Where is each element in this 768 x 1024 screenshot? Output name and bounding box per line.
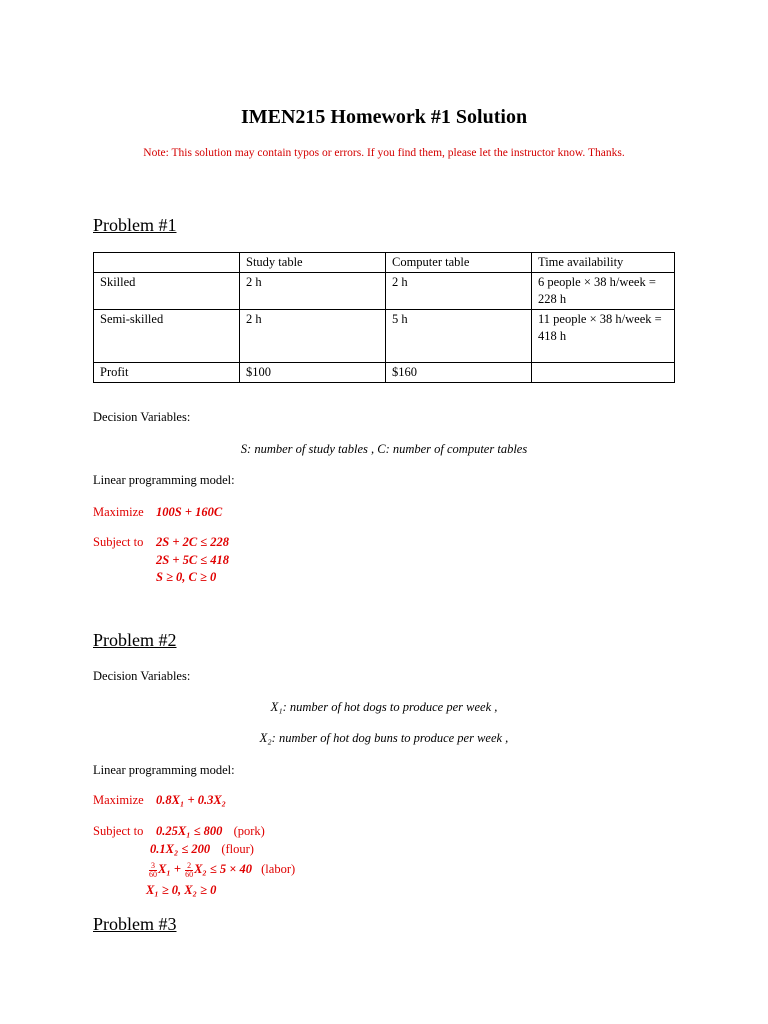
fraction-denominator: 60 [149, 869, 157, 879]
problem2-var1: X₁: number of hot dogs to produce per week , [270, 700, 498, 714]
table-header-cell [94, 253, 240, 273]
table-cell [532, 363, 675, 383]
constraint-note: (pork) [233, 824, 265, 838]
problem2-constraint-labor [148, 858, 295, 880]
table-cell: 5 h [386, 310, 532, 363]
problem1-table [93, 252, 675, 383]
constraint-expression: X₂ ≤ 5 × 40 [194, 862, 253, 876]
fraction-denominator: 60 [185, 869, 194, 879]
problem1-constraint: S ≥ 0, C ≥ 0 [156, 570, 217, 584]
problem2-constraint-nonneg: X₁ ≥ 0, X₂ ≥ 0 [146, 883, 217, 897]
problem1-lp-label: Linear programming model: [93, 473, 235, 487]
problem1-decision-vars: S: number of study tables , C: number of computer tables [240, 442, 528, 456]
table-header-cell: Computer table [386, 253, 532, 273]
problem2-constraint-flour [150, 842, 254, 857]
table-cell: 2 h [386, 273, 532, 310]
problem2-objective: 0.8X₁ + 0.3X₂ [156, 793, 227, 807]
problem2-constraint-pork [156, 824, 265, 839]
problem1-objective: 100S + 160C [156, 505, 223, 519]
table-cell: 2 h [240, 273, 386, 310]
table-cell: Profit [94, 363, 240, 383]
problem1-maximize-label: Maximize [93, 505, 144, 519]
problem1-heading: Problem #1 [93, 215, 177, 235]
table-row [94, 273, 675, 310]
table-cell: $100 [240, 363, 386, 383]
fraction-numerator: 2 [187, 860, 192, 870]
constraint-expression: 0.25X₁ ≤ 800 [156, 824, 223, 838]
table-header-cell: Time availability [532, 253, 675, 273]
page-title: IMEN215 Homework #1 Solution [240, 106, 528, 128]
table-header-row [94, 253, 675, 273]
table-cell: $160 [386, 363, 532, 383]
problem1-constraint: 2S + 2C ≤ 228 [156, 535, 230, 549]
problem2-subject-label: Subject to [93, 824, 144, 838]
fraction-numerator: 3 [151, 860, 155, 870]
constraint-note: (labor) [261, 862, 296, 876]
table-row [94, 310, 675, 363]
problem3-heading: Problem #3 [93, 914, 177, 934]
constraint-note: (flour) [221, 842, 254, 856]
constraint-expression: X₁ + [158, 862, 181, 876]
problem2-maximize-label: Maximize [93, 793, 144, 807]
problem1-subject-label: Subject to [93, 535, 144, 549]
instructor-note: Note: This solution may contain typos or errors. If you find them, please let the instructor know. Thanks. [143, 147, 625, 159]
constraint-expression: 0.1X₂ ≤ 200 [150, 842, 211, 856]
table-cell: Semi-skilled [94, 310, 240, 363]
table-row [94, 363, 675, 383]
table-cell: Skilled [94, 273, 240, 310]
table-header-cell: Study table [240, 253, 386, 273]
fraction [149, 862, 157, 879]
problem2-heading: Problem #2 [93, 630, 177, 650]
table-cell: 2 h [240, 310, 386, 363]
problem2-var2: X₂: number of hot dog buns to produce per week , [259, 731, 509, 745]
problem1-decision-label: Decision Variables: [93, 410, 191, 424]
problem2-decision-label: Decision Variables: [93, 669, 191, 683]
table-cell: 6 people × 38 h/week = 228 h [532, 273, 675, 310]
fraction [185, 862, 193, 879]
problem2-lp-label: Linear programming model: [93, 763, 235, 777]
problem1-constraint: 2S + 5C ≤ 418 [156, 553, 230, 567]
table-cell: 11 people × 38 h/week = 418 h [532, 310, 675, 363]
